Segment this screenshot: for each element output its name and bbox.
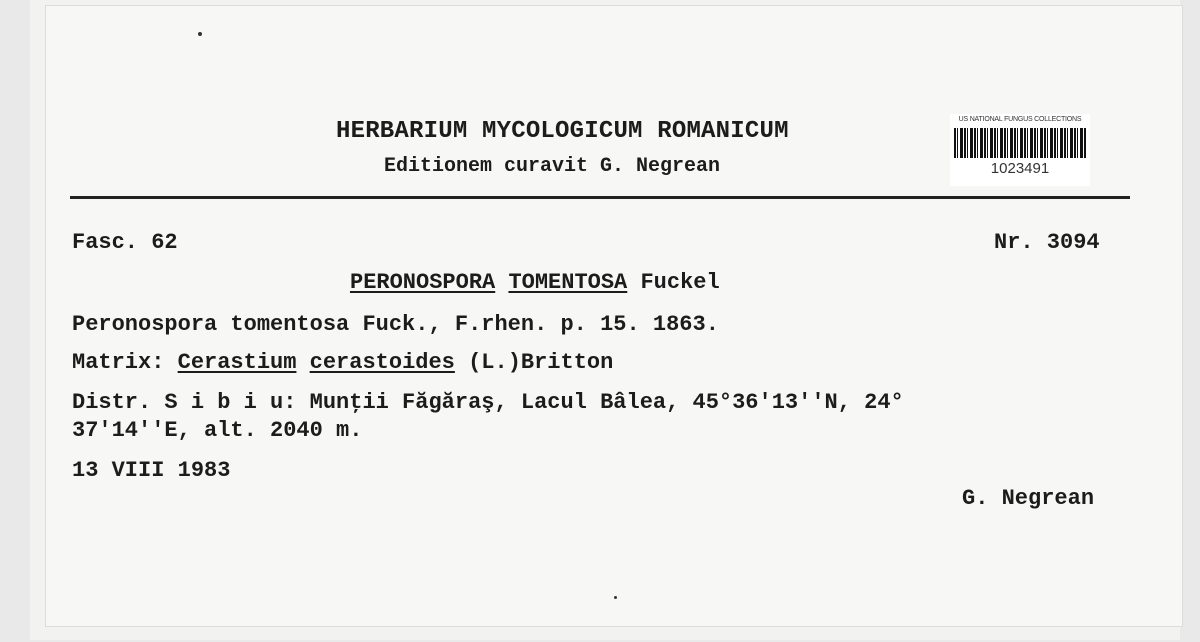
host-author: (L.)Britton <box>468 350 614 375</box>
herbarium-title: HERBARIUM MYCOLOGICUM ROMANICUM <box>336 118 789 145</box>
collector-name: G. Negrean <box>962 486 1095 511</box>
matrix-label: Matrix: <box>72 350 165 375</box>
ink-speck <box>614 596 617 599</box>
distribution-line-1: Distr. S i b i u: Munţii Făgăraş, Lacul Bâlea, 45°36'13''N, 24° <box>72 390 904 415</box>
species-name <box>350 270 720 295</box>
collection-date: 13 VIII 1983 <box>72 458 231 483</box>
barcode-number: 1023491 <box>990 160 1050 177</box>
barcode-icon <box>954 128 1086 158</box>
basionym-citation: Peronospora tomentosa Fuck., F.rhen. p. 15. 1863. <box>72 312 719 337</box>
host-matrix <box>72 350 613 375</box>
header-divider <box>70 196 1130 199</box>
specimen-number: Nr. 3094 <box>994 230 1100 255</box>
species-genus: PERONOSPORA <box>350 270 496 295</box>
species-epithet: TOMENTOSA <box>508 270 628 295</box>
host-epithet: cerastoides <box>309 350 455 375</box>
herbarium-editor: Editionem curavit G. Negrean <box>384 155 721 178</box>
fascicle-number: Fasc. 62 <box>72 230 178 255</box>
barcode-collection-name: US NATIONAL FUNGUS COLLECTIONS <box>958 116 1082 123</box>
ink-speck <box>198 32 202 36</box>
host-genus: Cerastium <box>177 350 297 375</box>
barcode-label <box>950 114 1090 186</box>
species-author: Fuckel <box>640 270 720 295</box>
distribution-line-2: 37'14''E, alt. 2040 m. <box>72 418 363 443</box>
